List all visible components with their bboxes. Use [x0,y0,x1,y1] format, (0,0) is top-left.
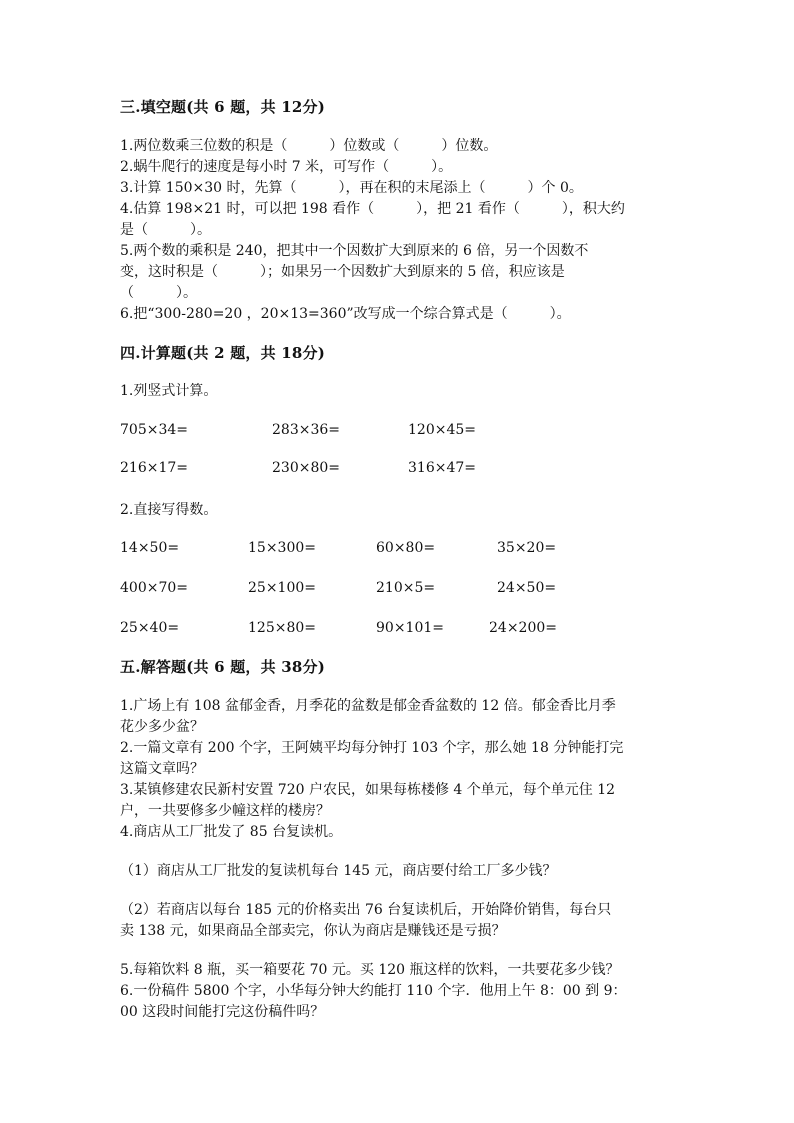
calc-item: 60×80= [376,540,436,556]
section-3-heading: 三.填空题(共 6 题，共 12分) [120,98,325,116]
s3-line-7: 变，这时积是（ ）；如果另一个因数扩大到原来的 5 倍，积应该是 [120,264,565,280]
s3-line-8: （ ）。 [120,285,197,301]
calc-item: 283×36= [272,422,340,438]
calc-item: 316×47= [408,460,476,476]
calc-item: 24×50= [497,580,557,596]
calc-item: 15×300= [248,540,316,556]
s5-line-5: 3.某镇修建农民新村安置 720 户农民，如果每栋楼修 4 个单元，每个单元住 12 [120,782,616,798]
calc-item: 35×20= [497,540,557,556]
calc-item: 24×200= [489,620,557,636]
calc-item: 705×34= [120,422,188,438]
s5-line-3: 2.一篇文章有 200 个字，王阿姨平均每分钟打 103 个字，那么她 18 分钟能打完 [120,740,624,756]
s5-tail-line-3: 00 这段时间能打完这份稿件吗？ [120,1004,325,1020]
calc-item: 216×17= [120,460,188,476]
s5-sub-1: （1）商店从工厂批发的复读机每台 145 元，商店要付给工厂多少钱？ [120,863,557,879]
s5-line-1: 1.广场上有 108 盆郁金香，月季花的盆数是郁金香盆数的 12 倍。郁金香比月季 [120,698,616,714]
s3-line-1: 1.两位数乘三位数的积是（ ）位数或（ ）位数。 [120,138,498,154]
s5-sub-2-line-1: （2）若商店以每台 185 元的价格卖出 76 台复读机后，开始降价销售，每台只 [120,902,612,918]
s3-line-9: 6.把“300-280=20 ，20×13=360”改写成一个综合算式是（ ）。 [120,306,571,322]
calc-item: 90×101= [376,620,444,636]
calc-item: 400×70= [120,580,188,596]
calc-item: 120×45= [408,422,476,438]
calc-item: 14×50= [120,540,180,556]
calc-item: 25×40= [120,620,180,636]
s4-q1-label: 1.列竖式计算。 [120,383,218,399]
s3-line-4: 4.估算 198×21 时，可以把 198 看作（ ），把 21 看作（ ），积大约 [120,201,625,217]
s3-line-2: 2.蜗牛爬行的速度是每小时 7 米，可写作（ ）。 [120,159,453,175]
s3-line-5: 是（ ）。 [120,222,211,238]
calc-item: 125×80= [248,620,316,636]
s5-tail-line-2: 6.一份稿件 5800 个字，小华每分钟大约能打 110 个字．他用上午 8：00 到 9： [120,983,627,999]
s5-tail-line-1: 5.每箱饮料 8 瓶，买一箱要花 70 元。买 120 瓶这样的饮料，一共要花多少钱？ [120,962,620,978]
section-4-heading: 四.计算题(共 2 题，共 18分) [120,344,325,362]
calc-item: 230×80= [272,460,340,476]
s5-line-6: 户，一共要修多少幢这样的楼房？ [120,803,330,819]
s5-sub-2-line-2: 卖 138 元，如果商品全部卖完，你认为商店是赚钱还是亏损？ [120,923,506,939]
s3-line-6: 5.两个数的乘积是 240，把其中一个因数扩大到原来的 6 倍，另一个因数不 [120,243,589,259]
s5-line-2: 花少多少盆？ [120,719,204,735]
section-5-heading: 五.解答题(共 6 题，共 38分) [120,658,325,676]
s5-line-7: 4.商店从工厂批发了 85 台复读机。 [120,824,343,840]
s3-line-3: 3.计算 150×30 时，先算（ ），再在积的末尾添上（ ）个 0。 [120,180,583,196]
s5-line-4: 这篇文章吗？ [120,761,204,777]
calc-item: 25×100= [248,580,316,596]
s4-q2-label: 2.直接写得数。 [120,502,218,518]
calc-item: 210×5= [376,580,436,596]
